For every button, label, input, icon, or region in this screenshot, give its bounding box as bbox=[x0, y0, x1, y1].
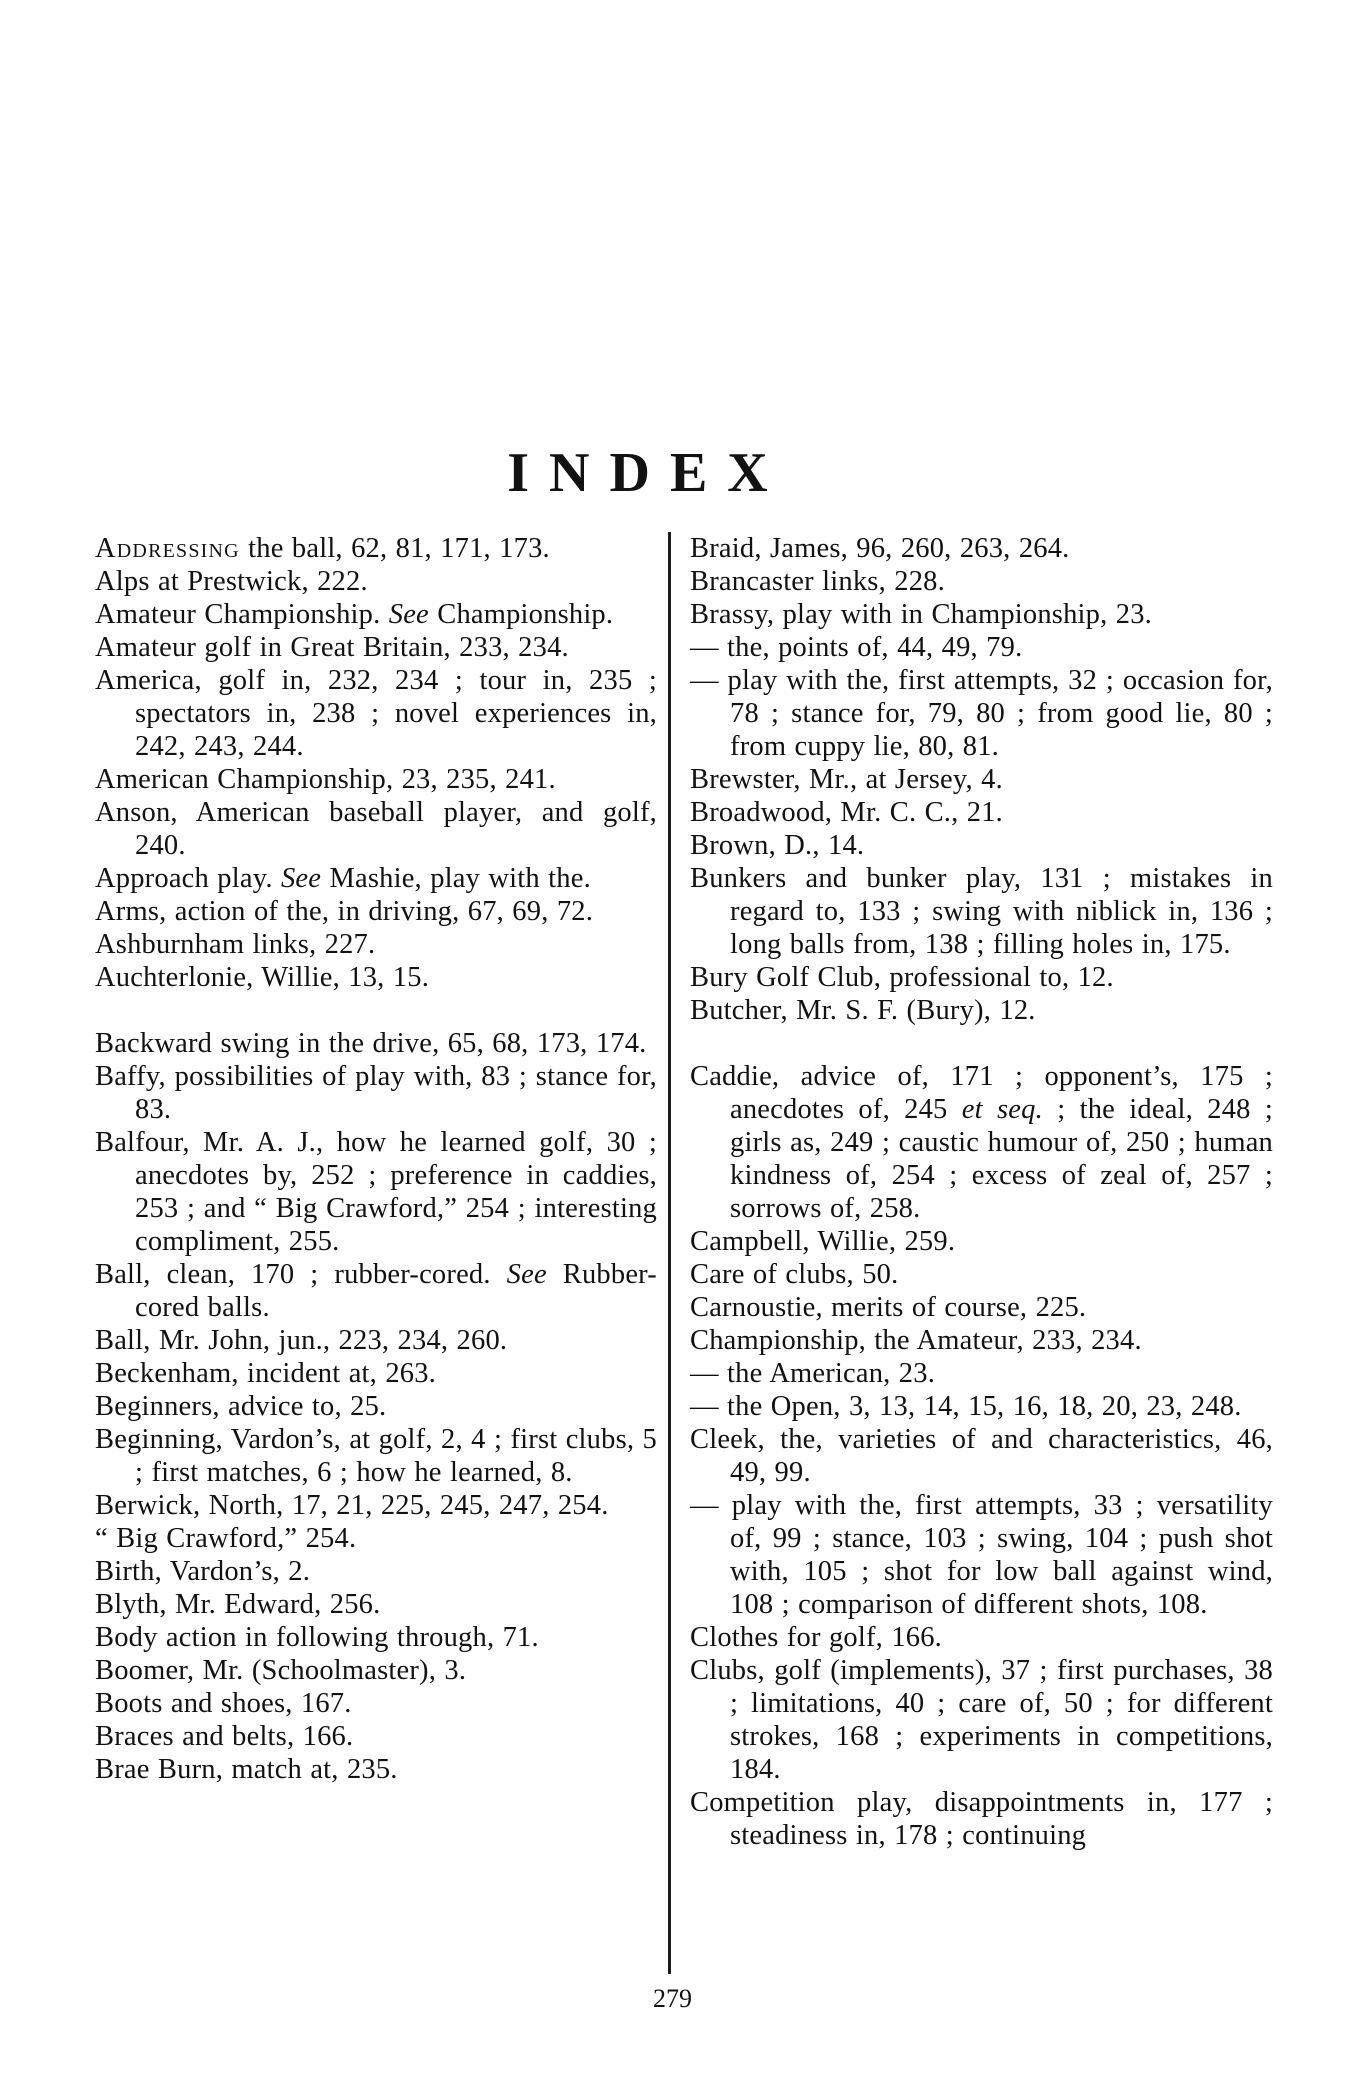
index-entry: Brewster, Mr., at Jersey, 4. bbox=[690, 764, 1003, 795]
index-entry: Amateur golf in Great Britain, 233, 234. bbox=[95, 632, 569, 663]
page-number: 279 bbox=[653, 1984, 692, 2013]
index-entry: Bunkers and bunker play, 131 ; mistakes in regard to, 133 ; swing with niblick in, 136 ; long balls from, 138 ; filling holes in, 175. bbox=[690, 863, 1273, 960]
index-entry: Berwick, North, 17, 21, 225, 245, 247, 254. bbox=[95, 1490, 609, 1521]
index-entry: Brancaster links, 228. bbox=[690, 566, 945, 597]
index-entry: Arms, action of the, in driving, 67, 69, 72. bbox=[95, 896, 594, 927]
index-entry: Body action in following through, 71. bbox=[95, 1622, 539, 1653]
index-columns bbox=[95, 532, 1273, 1974]
page-title: INDEX bbox=[507, 441, 788, 504]
index-entry: Broadwood, Mr. C. C., 21. bbox=[690, 797, 1004, 828]
index-entry: Brown, D., 14. bbox=[690, 830, 865, 861]
index-entry: “ Big Crawford,” 254. bbox=[95, 1523, 357, 1554]
index-entry: America, golf in, 232, 234 ; tour in, 235 ; spectators in, 238 ; novel experiences in, 242, 243, 244. bbox=[95, 665, 657, 762]
index-entry: Clothes for golf, 166. bbox=[690, 1622, 943, 1653]
index-entry: Beginners, advice to, 25. bbox=[95, 1391, 387, 1422]
index-entry: Brassy, play with in Championship, 23. bbox=[690, 599, 1152, 630]
index-entry: Ashburnham links, 227. bbox=[95, 929, 376, 960]
index-entry: — play with the, first attempts, 33 ; versatility of, 99 ; stance, 103 ; swing, 104 ; push shot with, 105 ; shot for low ball against wind, 108 ; comparison of different shots, 108. bbox=[690, 1490, 1273, 1620]
index-column-right bbox=[671, 532, 1273, 1974]
index-entry: Blyth, Mr. Edward, 256. bbox=[95, 1589, 381, 1620]
index-entry: Bury Golf Club, professional to, 12. bbox=[690, 962, 1114, 993]
index-group bbox=[95, 532, 657, 994]
index-entry: Championship, the Amateur, 233, 234. bbox=[690, 1325, 1142, 1356]
index-entry: Campbell, Willie, 259. bbox=[690, 1226, 956, 1257]
index-entry: Birth, Vardon’s, 2. bbox=[95, 1556, 311, 1587]
index-entry: — play with the, first attempts, 32 ; occasion for, 78 ; stance for, 79, 80 ; from good lie, 80 ; from cuppy lie, 80, 81. bbox=[690, 665, 1273, 762]
index-entry: Braid, James, 96, 260, 263, 264. bbox=[690, 533, 1070, 564]
index-entry: Competition play, disappointments in, 177 ; steadiness in, 178 ; continuing bbox=[690, 1787, 1273, 1851]
index-entry: Caddie, advice of, 171 ; opponent’s, 175 ; anecdotes of, 245 et seq. ; the ideal, 248 ; girls as, 249 ; caustic humour of, 250 ; human kindness of, 254 ; excess of zeal of, 257 ; sorrows of, 258. bbox=[690, 1061, 1273, 1224]
index-entry: Approach play. See Mashie, play with the. bbox=[95, 863, 591, 894]
index-column-left bbox=[95, 532, 657, 1974]
index-entry: Cleek, the, varieties of and characteristics, 46, 49, 99. bbox=[690, 1424, 1273, 1488]
index-entry: Beginning, Vardon’s, at golf, 2, 4 ; first clubs, 5 ; first matches, 6 ; how he learned, 8. bbox=[95, 1424, 657, 1488]
index-entry: Butcher, Mr. S. F. (Bury), 12. bbox=[690, 995, 1036, 1026]
index-entry: Clubs, golf (implements), 37 ; first purchases, 38 ; limitations, 40 ; care of, 50 ; for different strokes, 168 ; experiments in competitions, 184. bbox=[690, 1655, 1273, 1785]
index-entry: Backward swing in the drive, 65, 68, 173, 174. bbox=[95, 1028, 647, 1059]
index-entry: — the American, 23. bbox=[690, 1358, 936, 1389]
index-group bbox=[690, 532, 1273, 1027]
index-entry: Anson, American baseball player, and golf, 240. bbox=[95, 797, 657, 861]
index-entry: Balfour, Mr. A. J., how he learned golf, 30 ; anecdotes by, 252 ; preference in caddies, 253 ; and “ Big Crawford,” 254 ; interesting compliment, 255. bbox=[95, 1127, 657, 1257]
index-entry: Ball, clean, 170 ; rubber-cored. See Rubber-cored balls. bbox=[95, 1259, 657, 1323]
index-entry: Alps at Prestwick, 222. bbox=[95, 566, 368, 597]
index-entry: American Championship, 23, 235, 241. bbox=[95, 764, 556, 795]
index-entry: Beckenham, incident at, 263. bbox=[95, 1358, 436, 1389]
index-entry: Ball, Mr. John, jun., 223, 234, 260. bbox=[95, 1325, 508, 1356]
index-entry: Boots and shoes, 167. bbox=[95, 1688, 352, 1719]
index-entry: Auchterlonie, Willie, 13, 15. bbox=[95, 962, 430, 993]
index-entry: Baffy, possibilities of play with, 83 ; stance for, 83. bbox=[95, 1061, 657, 1125]
index-entry: Boomer, Mr. (Schoolmaster), 3. bbox=[95, 1655, 467, 1686]
index-entry: Amateur Championship. See Championship. bbox=[95, 599, 614, 630]
index-group bbox=[95, 1027, 657, 1786]
index-entry: Braces and belts, 166. bbox=[95, 1721, 354, 1752]
index-entry: — the Open, 3, 13, 14, 15, 16, 18, 20, 23, 248. bbox=[690, 1391, 1242, 1422]
index-entry: Care of clubs, 50. bbox=[690, 1259, 899, 1290]
index-entry: Addressing the ball, 62, 81, 171, 173. bbox=[95, 533, 550, 564]
index-entry: Carnoustie, merits of course, 225. bbox=[690, 1292, 1087, 1323]
index-group bbox=[690, 1060, 1273, 1852]
index-entry: Brae Burn, match at, 235. bbox=[95, 1754, 398, 1785]
index-entry: — the, points of, 44, 49, 79. bbox=[690, 632, 1023, 663]
